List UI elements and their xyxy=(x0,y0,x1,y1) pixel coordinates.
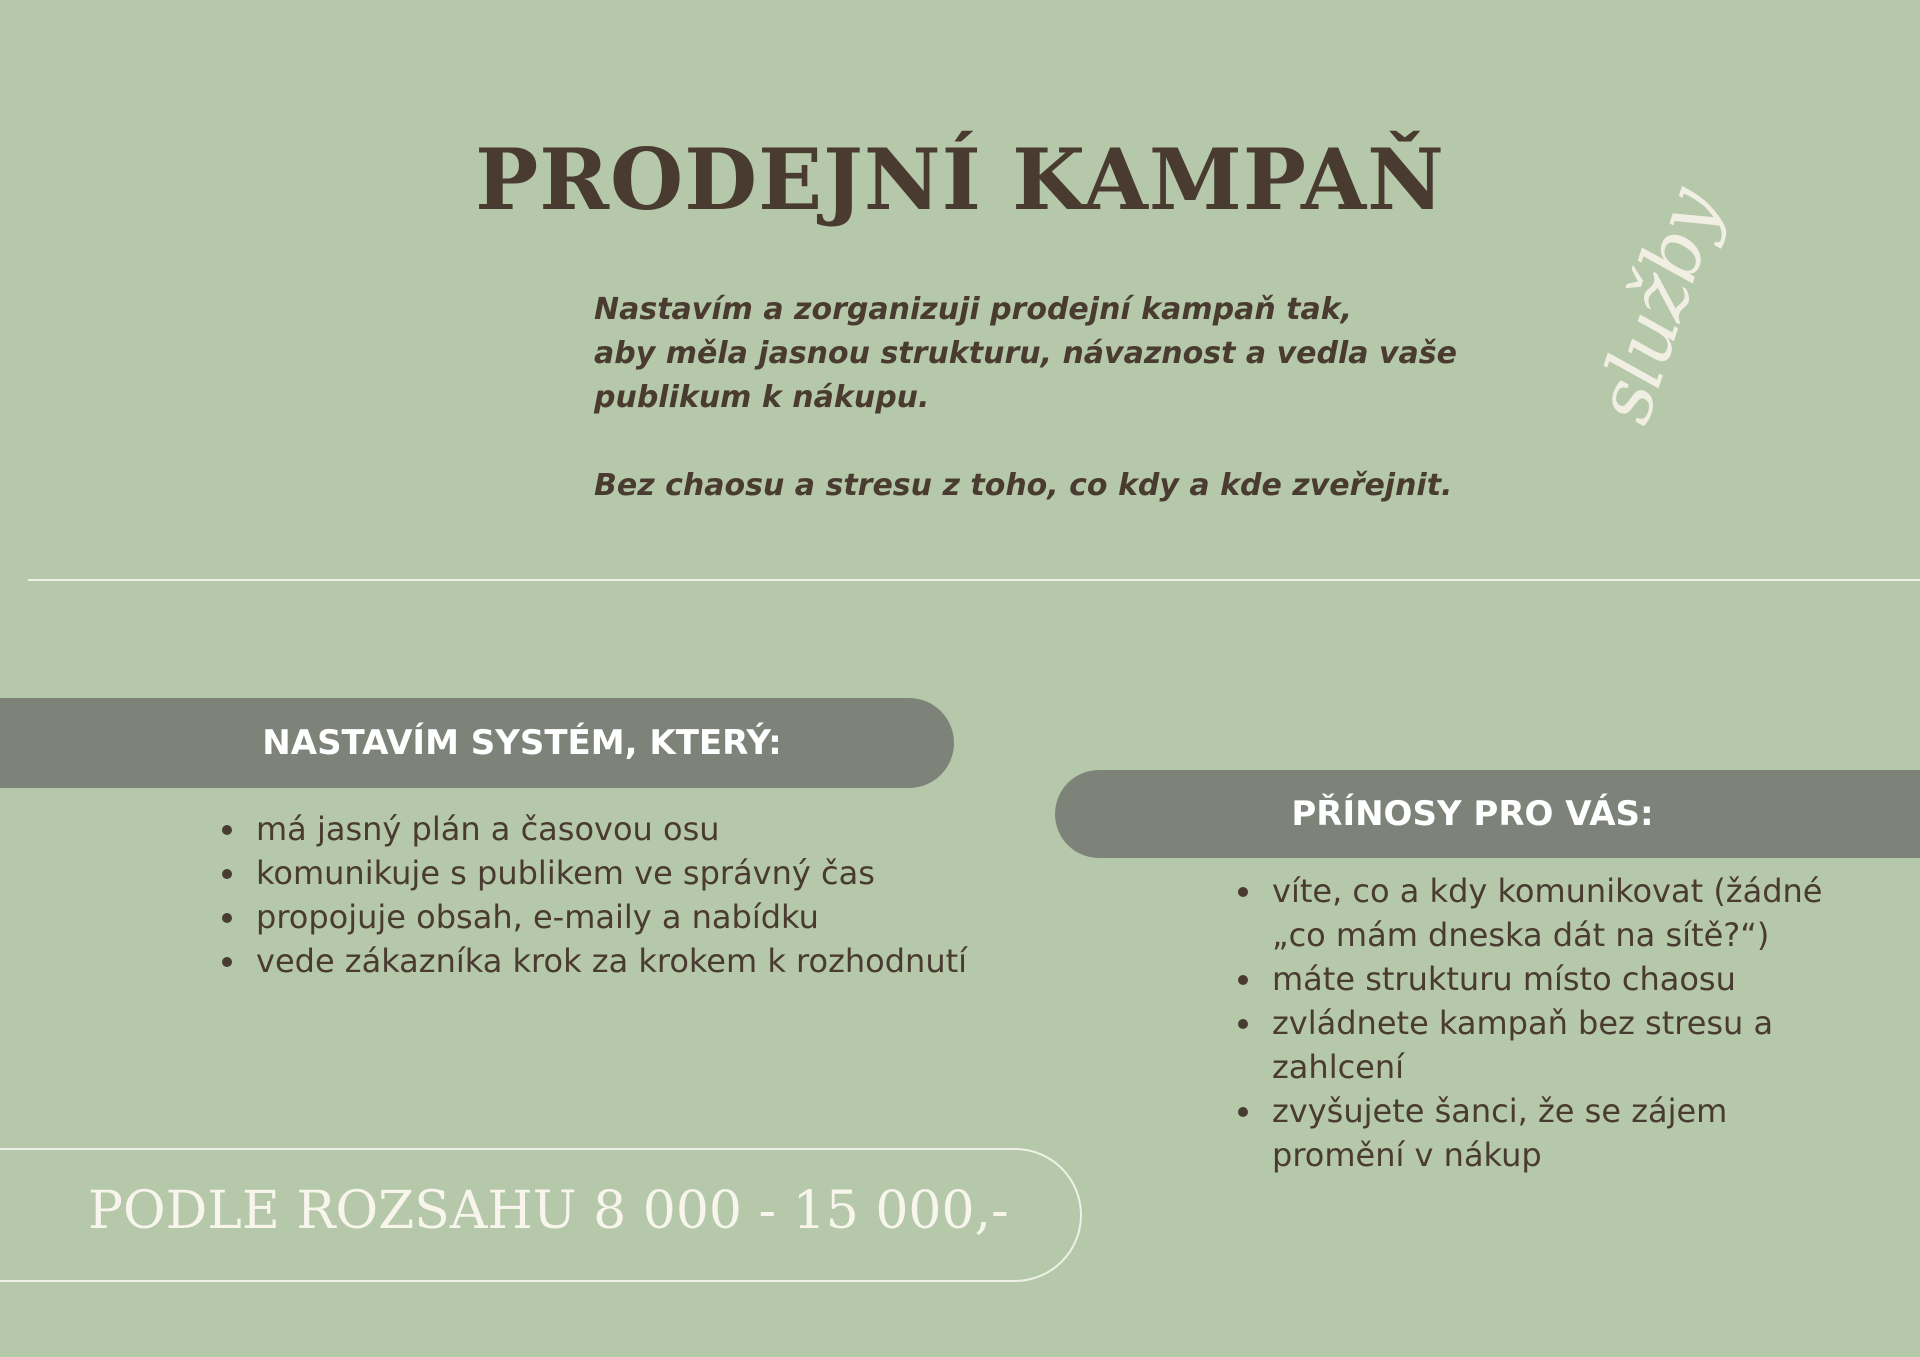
right-section-list xyxy=(1234,869,1834,1177)
right-section-heading-bar xyxy=(1055,770,1920,858)
price-text: PODLE ROZSAHU 8 000 - 15 000,- xyxy=(88,1181,1009,1241)
list-item: víte, co a kdy komunikovat (žádné „co mám dneska dát na sítě?“) xyxy=(1234,869,1834,957)
left-section-list xyxy=(218,807,978,983)
list-item: zvládnete kampaň bez stresu a zahlcení xyxy=(1234,1001,1834,1089)
list-item: má jasný plán a časovou osu xyxy=(218,807,978,851)
intro-line: publikum k nákupu. xyxy=(594,380,930,415)
intro-line: Nastavím a zorganizuji prodejní kampaň tak, xyxy=(594,292,1353,327)
list-item: zvyšujete šanci, že se zájem promění v nákup xyxy=(1234,1089,1834,1177)
intro-text xyxy=(594,288,1494,508)
list-item: komunikuje s publikem ve správný čas xyxy=(218,851,978,895)
left-section-heading-bar xyxy=(0,698,954,788)
intro-line: aby měla jasnou strukturu, návaznost a vedla vaše xyxy=(594,336,1457,371)
script-word-decoration: služby xyxy=(1578,179,1738,434)
intro-tagline: Bez chaosu a stresu z toho, co kdy a kde zveřejnit. xyxy=(594,468,1453,503)
list-item: propojuje obsah, e-maily a nabídku xyxy=(218,895,978,939)
list-item: vede zákazníka krok za krokem k rozhodnutí xyxy=(218,939,978,983)
intro-spacer xyxy=(594,420,1494,464)
left-section-heading: NASTAVÍM SYSTÉM, KTERÝ: xyxy=(262,723,782,763)
right-section-heading: PŘÍNOSY PRO VÁS: xyxy=(1291,794,1654,834)
list-item: máte strukturu místo chaosu xyxy=(1234,957,1834,1001)
page-title: PRODEJNÍ KAMPAŇ xyxy=(475,130,1445,229)
section-divider xyxy=(28,579,1920,581)
